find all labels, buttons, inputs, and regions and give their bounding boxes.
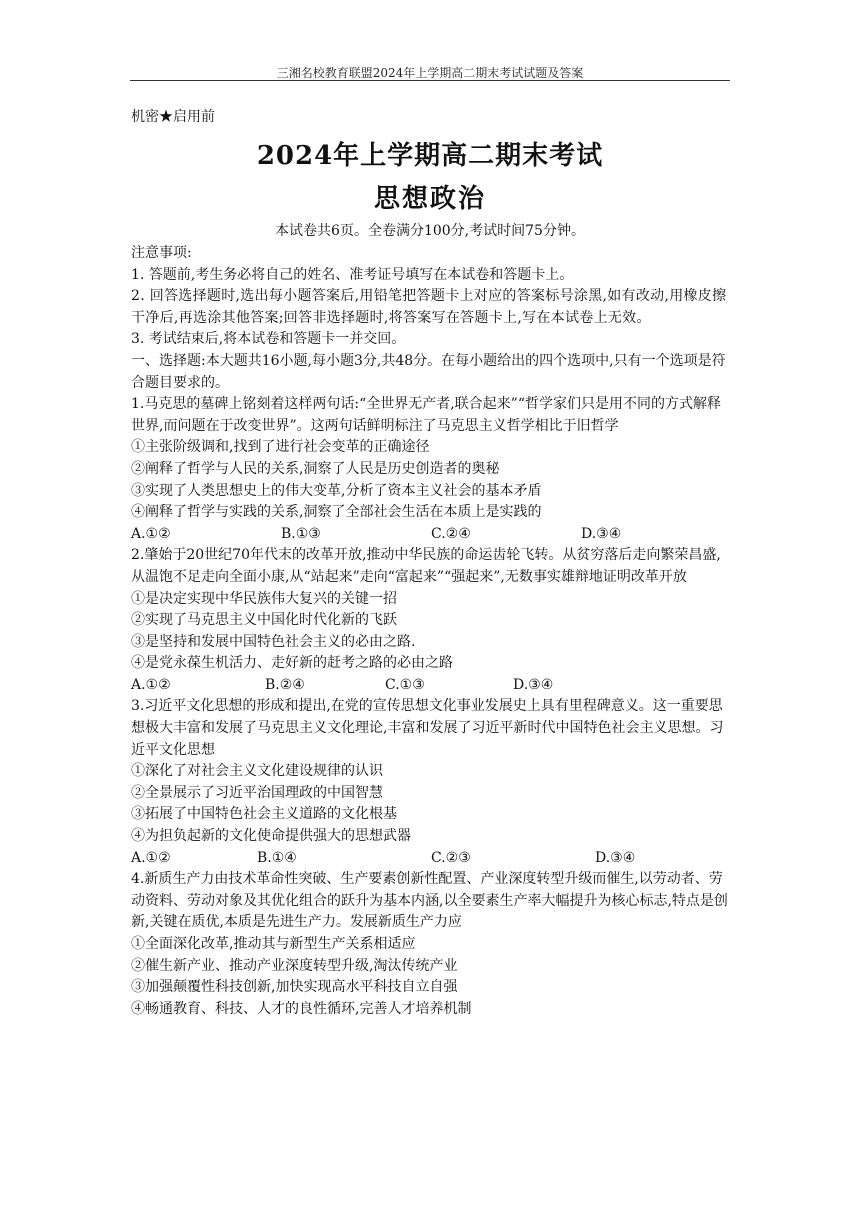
notice-item: 3. 考试结束后,将本试卷和答题卡一并交回。 (131, 331, 406, 348)
question-item: ①主张阶级调和,找到了进行社会变革的正确途径 (131, 439, 430, 456)
answer-options (131, 524, 731, 546)
question-item: ④畅通教育、科技、人才的良性循环,完善人才培养机制 (131, 1000, 472, 1017)
question-item: ②全景展示了习近平治国理政的中国智慧 (131, 784, 383, 801)
question-item: ③拓展了中国特色社会主义道路的文化根基 (131, 806, 397, 823)
answer-option: D.③④ (513, 676, 554, 693)
notice-item: 1. 答题前,考生务必将自己的姓名、准考证号填写在本试卷和答题卡上。 (131, 266, 574, 283)
exam-title: 2024年上学期高二期末考试 (256, 141, 604, 171)
answer-option: B.②④ (265, 676, 305, 693)
question-item: ④为担负起新的文化使命提供强大的思想武器 (131, 828, 411, 845)
answer-option: A.①② (131, 525, 171, 542)
answer-option: C.②④ (431, 525, 471, 542)
header-divider (130, 80, 730, 81)
question-stem: 2.肇始于20世纪70年代末的改革开放,推动中华民族的命运齿轮飞转。从贫穷落后走向繁荣昌盛,从温饱不足走向全面小康,从“站起来”走向“富起来”“强起来”,无数事实雄辩地证明改革开放 (131, 547, 721, 585)
question-stem: 3.习近平文化思想的形成和提出,在党的宣传思想文化事业发展史上具有里程碑意义。这一重要思想极大丰富和发展了马克思主义文化理论,丰富和发展了习近平新时代中国特色社会主义思想。习近平文化思想 (131, 698, 724, 758)
question-item: ③加强颠覆性科技创新,加快实现高水平科技自立自强 (131, 979, 458, 996)
question-item: ②实现了马克思主义中国化时代化新的飞跃 (131, 612, 397, 629)
question-item: ①是决定实现中华民族伟大复兴的关键一招 (131, 590, 397, 607)
running-header: 三湘名校教育联盟2024年上学期高二期末考试试题及答案 (276, 66, 584, 80)
answer-option: B.①④ (257, 849, 297, 866)
question-item: ③实现了人类思想史上的伟大变革,分析了资本主义社会的基本矛盾 (131, 482, 542, 499)
exam-content (131, 243, 731, 1020)
answer-option: B.①③ (281, 525, 321, 542)
exam-subject: 思想政治 (373, 184, 486, 214)
answer-options (131, 675, 731, 697)
notice-item: 2. 回答选择题时,选出每小题答案后,用铅笔把答题卡上对应的答案标号涂黑,如有改动,用橡皮擦干净后,再选涂其他答案;回答非选择题时,将答案写在答题卡上,写在本试卷上无效。 (131, 288, 727, 326)
section-heading: 一、选择题:本大题共16小题,每小题3分,共48分。在每小题给出的四个选项中,只有一个选项是符合题目要求的。 (131, 352, 726, 391)
answer-option: C.①③ (385, 676, 425, 693)
answer-option: D.③④ (595, 849, 636, 866)
answer-option: A.①② (131, 849, 171, 866)
question-item: ④是党永葆生机活力、走好新的赶考之路的必由之路 (131, 655, 453, 672)
question-item: ④阐释了哲学与实践的关系,洞察了全部社会生活在本质上是实践的 (131, 504, 542, 521)
exam-meta: 本试卷共6页。全卷满分100分,考试时间75分钟。 (275, 223, 585, 239)
question-item: ①深化了对社会主义文化建设规律的认识 (131, 763, 383, 780)
question-stem: 1.马克思的墓碑上铭刻着这样两句话:“全世界无产者,联合起来”“哲学家们只是用不同的方式解释世界,而问题在于改变世界”。这两句话鲜明标注了马克思主义哲学相比于旧哲学 (131, 396, 721, 434)
confidential-mark: 机密★启用前 (131, 109, 215, 125)
answer-option: A.①② (131, 676, 171, 693)
answer-option: D.③④ (581, 525, 622, 542)
answer-options (131, 848, 731, 870)
question-item: ②催生新产业、推动产业深度转型升级,淘汰传统产业 (131, 957, 458, 974)
answer-option: C.②③ (431, 849, 471, 866)
question-item: ③是坚持和发展中国特色社会主义的必由之路. (131, 633, 416, 650)
question-stem: 4.新质生产力由技术革命性突破、生产要素创新性配置、产业深度转型升级而催生,以劳动者、劳动资料、劳动对象及其优化组合的跃升为基本内涵,以全要素生产率大幅提升为核心标志,特点是创新,关键在质优,本质是先进生产力。发展新质生产力应 (131, 871, 728, 931)
question-item: ②阐释了哲学与人民的关系,洞察了人民是历史创造者的奥秘 (131, 460, 500, 477)
question-item: ①全面深化改革,推动其与新型生产关系相适应 (131, 936, 416, 952)
notice-heading: 注意事项: (131, 245, 192, 261)
